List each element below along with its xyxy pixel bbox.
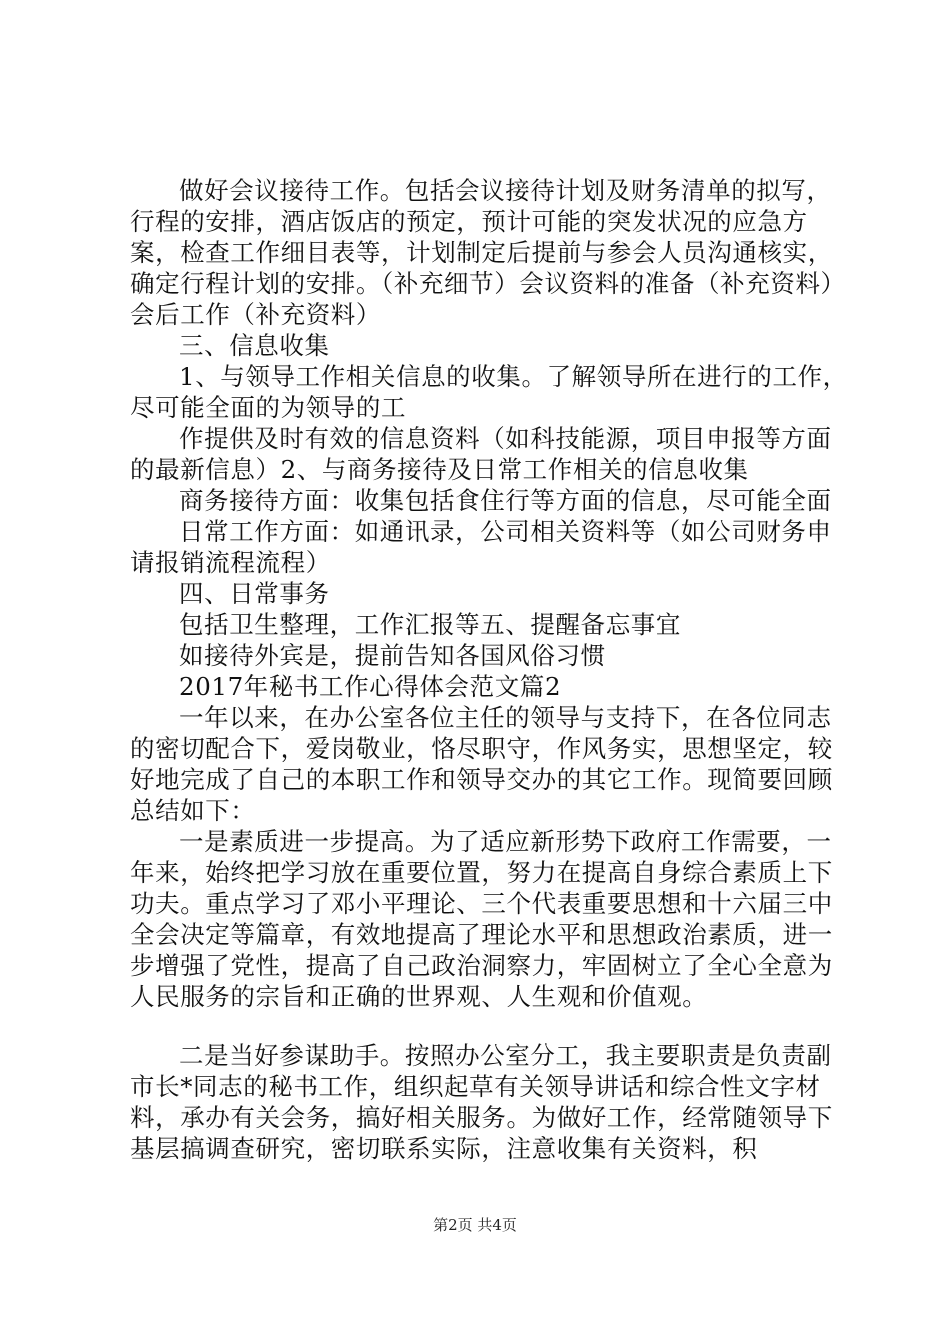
paragraph-daily-work: 日常工作方面：如通讯录，公司相关资料等（如公司财务申请报销流程流程）: [130, 517, 832, 577]
section-heading-info-collection: 三、信息收集: [179, 331, 330, 360]
section-heading-daily-affairs: 四、日常事务: [179, 579, 330, 608]
paragraph-quality-improvement: 一是素质进一步提高。为了适应新形势下政府工作需要，一年来，始终把学习放在重要位置，努力在提高自身综合素质上下功夫。重点学习了邓小平理论、三个代表重要思想和十六届三中全会决定等篇章，有效地提高了理论水平和思想政治素质，进一步增强了党性，提高了自己政治洞察力，牢固树立了全心全意为人民服务的宗旨和正确的世界观、人生观和价值观。: [130, 827, 833, 1011]
paragraph-business-reception: 商务接待方面：收集包括食住行等方面的信息，尽可能全面: [179, 486, 832, 515]
paragraph-meeting-reception: 做好会议接待工作。包括会议接待计划及财务清单的拟写，行程的安排，酒店饭店的预定，预计可能的突发状况的应急方案，检查工作细目表等，计划制定后提前与参会人员沟通核实，确定行程计划的安排。（补充细节）会议资料的准备（补充资料）会后工作（补充资料）: [130, 176, 846, 329]
paragraph-hygiene-reports: 包括卫生整理，工作汇报等五、提醒备忘事宜: [179, 610, 681, 639]
paragraph-spacer: [130, 1012, 850, 1040]
paragraph-info-provision: 作提供及时有效的信息资料（如科技能源，项目申报等方面的最新信息）2、与商务接待及日常工作相关的信息收集: [130, 424, 832, 484]
paragraph-year-summary: 一年以来，在办公室各位主任的领导与支持下，在各位同志的密切配合下，爱岗敬业，恪尽职守，作风务实，思想坚定，较好地完成了自己的本职工作和领导交办的其它工作。现简要回顾总结如下：: [130, 703, 833, 825]
paragraph-foreign-guests: 如接待外宾是，提前告知各国风俗习惯: [179, 641, 606, 670]
page-footer: 第2页 共4页: [433, 1216, 517, 1234]
article-title-part-2: 2017年秘书工作心得体会范文篇2: [179, 672, 562, 701]
paragraph-advisor-role: 二是当好参谋助手。按照办公室分工，我主要职责是负责副市长*同志的秘书工作，组织起草有关领导讲话和综合性文字材料，承办有关会务，搞好相关服务。为做好工作，经常随领导下基层搞调查研究，密切联系实际，注意收集有关资料，积: [130, 1041, 833, 1163]
document-body: [130, 175, 850, 1164]
paragraph-leader-info: 1、与领导工作相关信息的收集。了解领导所在进行的工作，尽可能全面的为领导的工: [130, 362, 848, 422]
